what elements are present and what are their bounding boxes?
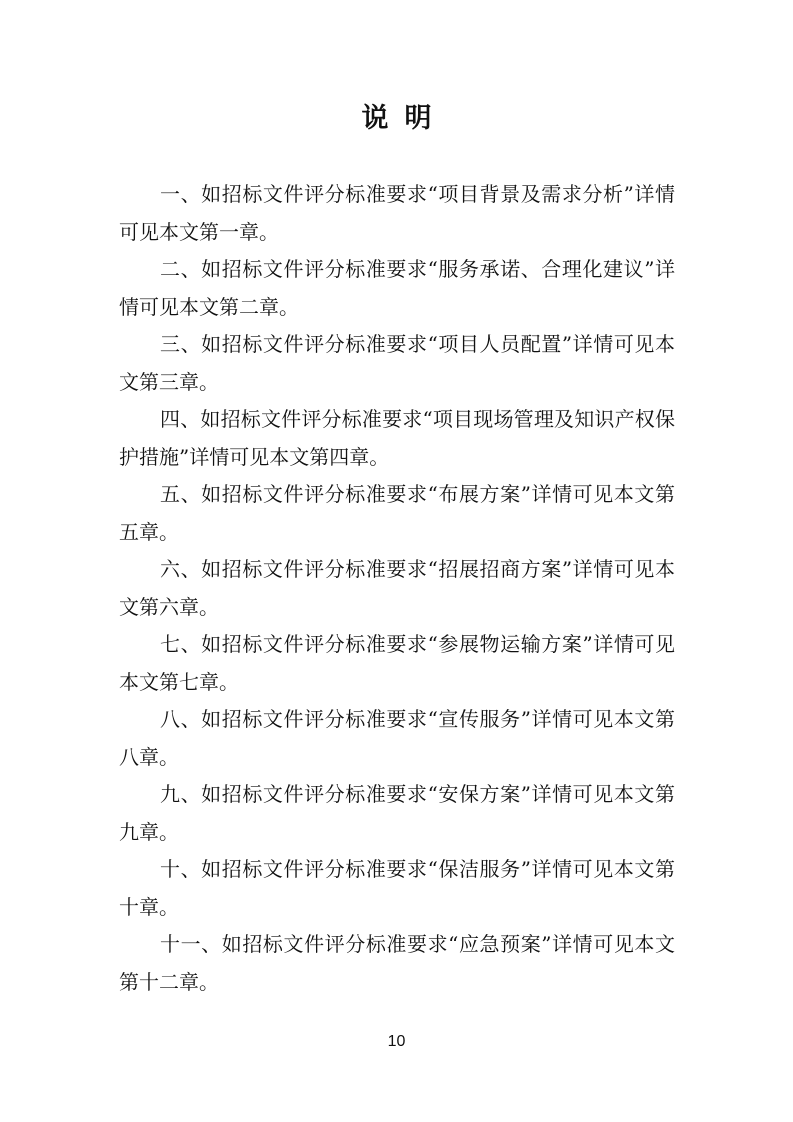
paragraph-5: 五、如招标文件评分标准要求“布展方案”详情可见本文第五章。: [119, 482, 675, 544]
paragraph-11: 十一、如招标文件评分标准要求“应急预案”详情可见本文第十二章。: [119, 932, 675, 994]
paragraph-4: 四、如招标文件评分标准要求“项目现场管理及知识产权保护措施”详情可见本文第四章。: [119, 407, 675, 469]
document-body: [119, 176, 675, 1001]
paragraph-3: 三、如招标文件评分标准要求“项目人员配置”详情可见本文第三章。: [119, 332, 675, 394]
paragraph-8: 八、如招标文件评分标准要求“宣传服务”详情可见本文第八章。: [119, 707, 675, 769]
page-title: 说明: [361, 103, 448, 134]
paragraph-10: 十、如招标文件评分标准要求“保洁服务”详情可见本文第十章。: [119, 857, 675, 919]
paragraph-7: 七、如招标文件评分标准要求“参展物运输方案”详情可见本文第七章。: [119, 632, 675, 694]
paragraph-1: 一、如招标文件评分标准要求“项目背景及需求分析”详情可见本文第一章。: [119, 182, 675, 244]
paragraph-2: 二、如招标文件评分标准要求“服务承诺、合理化建议”详情可见本文第二章。: [119, 257, 675, 319]
page-number: 10: [387, 1033, 406, 1050]
paragraph-9: 九、如招标文件评分标准要求“安保方案”详情可见本文第九章。: [119, 782, 675, 844]
paragraph-6: 六、如招标文件评分标准要求“招展招商方案”详情可见本文第六章。: [119, 557, 675, 619]
